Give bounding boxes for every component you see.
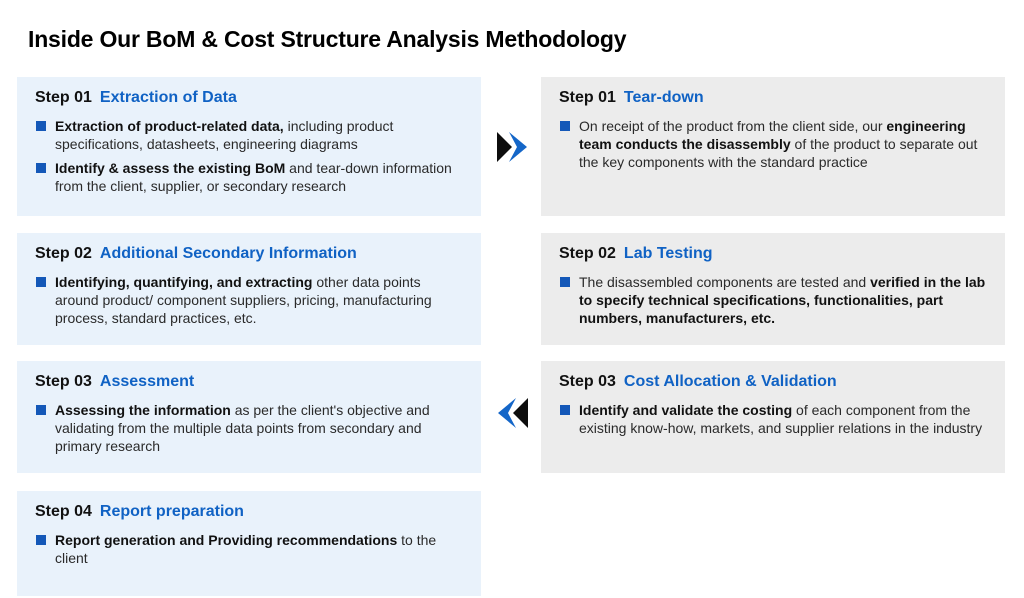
bullet-list: [35, 117, 463, 195]
step-number: Step 04: [35, 503, 92, 520]
square-bullet-icon: [36, 121, 46, 131]
bullet-item: [35, 273, 463, 327]
step-heading: [559, 245, 987, 263]
square-bullet-icon: [36, 163, 46, 173]
step-name: Assessment: [99, 373, 195, 390]
step-number: Step 02: [559, 245, 616, 262]
card-right-step-03: [541, 361, 1005, 473]
bullet-text: The disassembled components are tested and: [579, 274, 871, 290]
step-heading: [35, 245, 463, 263]
step-name: Report preparation: [99, 503, 244, 520]
bullet-item: [35, 159, 463, 195]
step-heading: [35, 89, 463, 107]
square-bullet-icon: [36, 277, 46, 287]
bullet-text: On receipt of the product from the client side, our: [579, 118, 887, 134]
step-number: Step 03: [35, 373, 92, 390]
page-title: Inside Our BoM & Cost Structure Analysis Methodology: [28, 26, 627, 52]
step-name: Cost Allocation & Validation: [623, 373, 837, 390]
card-left-step-04: [17, 491, 481, 596]
bullet-item: [35, 531, 463, 567]
bullet-item: [559, 117, 987, 171]
bullet-text: of each component from the existing know-how, markets, and supplier relations in the industry: [579, 402, 983, 436]
bullet-bold-text: verified in the lab to specify technical specifications, functionalities, part numbers, manufacturers, etc.: [579, 274, 986, 326]
bullet-list: [35, 273, 463, 327]
bullet-bold-text: Identifying, quantifying, and extracting: [55, 274, 313, 290]
bullet-list: [559, 273, 987, 327]
step-number: Step 02: [35, 245, 92, 262]
bullet-item: [35, 117, 463, 153]
step-number: Step 01: [35, 89, 92, 106]
bullet-list: [559, 401, 987, 437]
step-heading: [559, 373, 987, 391]
bullet-text: to the client: [55, 532, 437, 566]
step-name: Tear-down: [623, 89, 704, 106]
step-name: Lab Testing: [623, 245, 713, 262]
bullet-text: other data points around product/ component suppliers, pricing, manufacturing process, standard practices, etc.: [55, 274, 432, 326]
bullet-bold-text: Extraction of product-related data,: [55, 118, 284, 134]
step-number: Step 03: [559, 373, 616, 390]
bullet-bold-text: Identify and validate the costing: [579, 402, 793, 418]
bullet-bold-text: Identify & assess the existing BoM: [55, 160, 286, 176]
double-chevron-left-icon: [494, 396, 530, 430]
bullet-bold-text: Report generation and Providing recommendations: [55, 532, 398, 548]
card-right-step-02: [541, 233, 1005, 345]
square-bullet-icon: [560, 121, 570, 131]
bullet-list: [35, 531, 463, 567]
square-bullet-icon: [560, 405, 570, 415]
bullet-text: including product specifications, datasheets, engineering diagrams: [55, 118, 394, 152]
bullet-list: [559, 117, 987, 171]
step-heading: [35, 373, 463, 391]
square-bullet-icon: [36, 405, 46, 415]
bullet-item: [559, 273, 987, 327]
card-left-step-03: [17, 361, 481, 473]
step-heading: [559, 89, 987, 107]
bullet-text: as per the client's objective and validating from the multiple data points from secondary and primary research: [55, 402, 430, 454]
bullet-bold-text: Assessing the information: [55, 402, 231, 418]
step-name: Additional Secondary Information: [99, 245, 357, 262]
card-left-step-02: [17, 233, 481, 345]
bullet-bold-text: engineering team conducts the disassembly: [579, 118, 966, 152]
square-bullet-icon: [36, 535, 46, 545]
bullet-text: and tear-down information from the client, supplier, or secondary research: [55, 160, 452, 194]
bullet-list: [35, 401, 463, 455]
card-left-step-01: [17, 77, 481, 216]
card-right-step-01: [541, 77, 1005, 216]
bullet-item: [559, 401, 987, 437]
bullet-text: of the product to separate out the key components with the standard practice: [579, 136, 978, 170]
square-bullet-icon: [560, 277, 570, 287]
step-name: Extraction of Data: [99, 89, 237, 106]
step-heading: [35, 503, 463, 521]
step-number: Step 01: [559, 89, 616, 106]
bullet-item: [35, 401, 463, 455]
double-chevron-right-icon: [495, 130, 531, 164]
